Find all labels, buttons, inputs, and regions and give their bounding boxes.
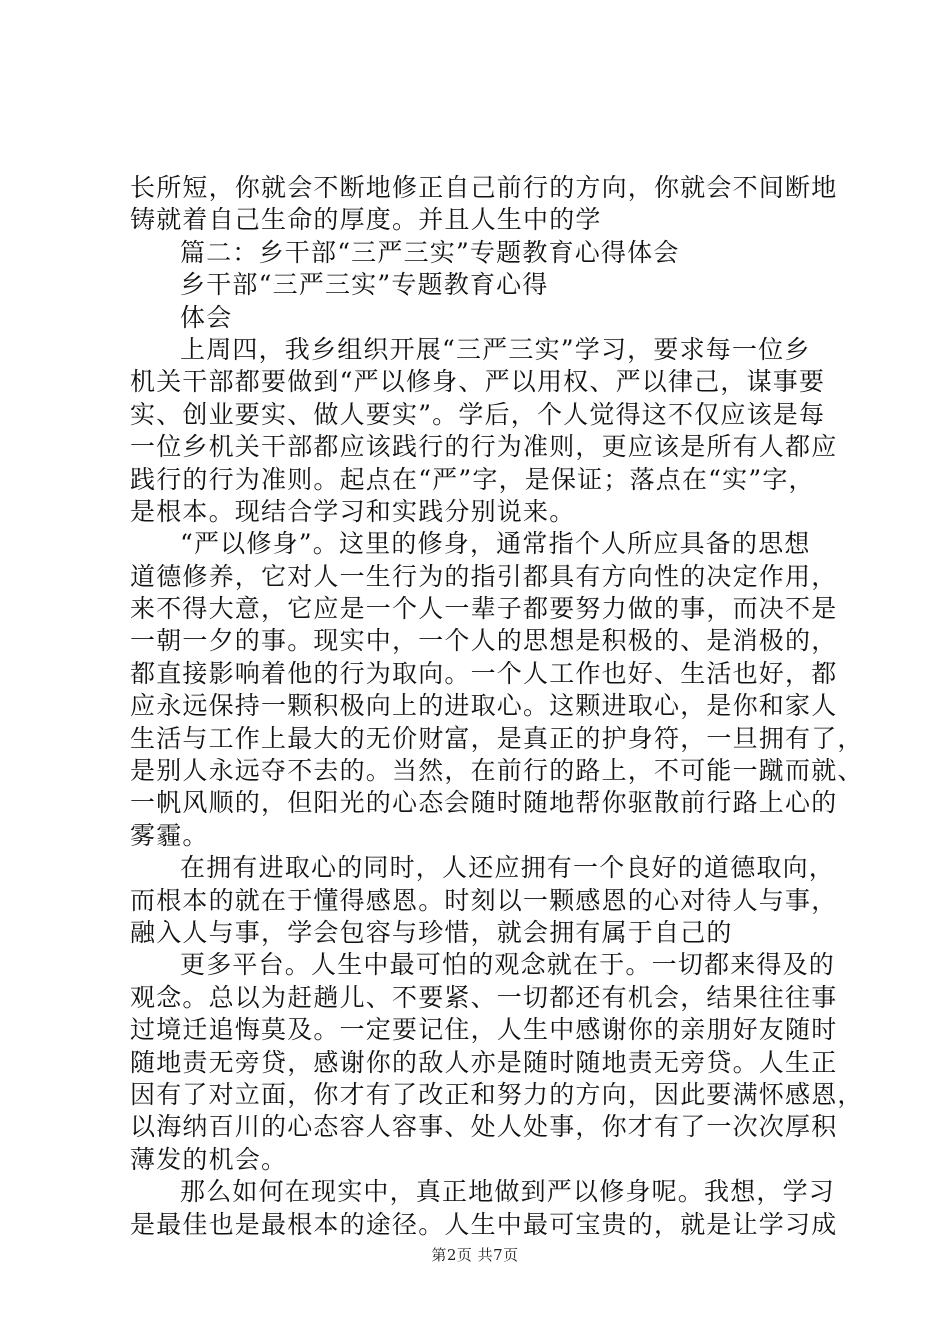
text-line: 以海纳百川的心态容人容事、处人处事，你才有了一次次厚积 — [130, 1112, 838, 1142]
document-body — [130, 172, 864, 1241]
text-line: 都直接影响着他的行为取向。一个人工作也好、生活也好，都 — [130, 658, 838, 688]
section-heading: 篇二：乡干部“三严三实”专题教育心得体会 — [180, 237, 680, 267]
text-line: 在拥有进取心的同时，人还应拥有一个良好的道德取向， — [180, 853, 836, 883]
text-line: 践行的行为准则。起点在“严”字，是保证；落点在“实”字， — [130, 464, 815, 494]
text-line: “严以修身”。这里的修身，通常指个人所应具备的思想 — [180, 529, 811, 559]
text-line: 铸就着自己生命的厚度。并且人生中的学 — [130, 205, 602, 235]
text-line: 是根本。现结合学习和实践分别说来。 — [130, 496, 576, 526]
text-line: 机关干部都要做到“严以修身、严以用权、严以律己，谋事要 — [130, 367, 826, 397]
text-line: 观念。总以为赶趟儿、不要紧、一切都还有机会，结果往往事 — [130, 982, 838, 1012]
text-line: 一帆风顺的，但阳光的心态会随时随地帮你驱散前行路上心的 — [130, 788, 838, 818]
text-line: 雾霾。 — [130, 820, 209, 850]
text-line: 那么如何在现实中，真正地做到严以修身呢。我想，学习 — [180, 1177, 836, 1207]
text-line: 来不得大意，它应是一个人一辈子都要努力做的事，而决不是 — [130, 594, 838, 624]
page-number-footer: 第2页 共7页 — [431, 1246, 519, 1264]
text-line: 随地责无旁贷，感谢你的敌人亦是随时随地责无旁贷。人生正 — [130, 1047, 838, 1077]
text-line: 上周四，我乡组织开展“三严三实”学习，要求每一位乡 — [180, 334, 811, 364]
text-line: 实、创业要实、做人要实”。学后，个人觉得这不仅应该是每 — [130, 399, 826, 429]
text-line: 更多平台。人生中最可怕的观念就在于。一切都来得及的 — [180, 950, 836, 980]
text-line: 长所短，你就会不断地修正自己前行的方向，你就会不间断地 — [130, 173, 838, 202]
text-line: 过境迁追悔莫及。一定要记住，人生中感谢你的亲朋好友随时 — [130, 1015, 838, 1045]
text-line: 是别人永远夺不去的。当然，在前行的路上，不可能一蹴而就、 — [130, 756, 864, 786]
text-line: 因有了对立面，你才有了改正和努力的方向，因此要满怀感恩， — [130, 1079, 864, 1109]
text-line: 薄发的机会。 — [130, 1144, 288, 1174]
text-line: 道德修养，它对人一生行为的指引都具有方向性的决定作用， — [130, 561, 838, 591]
text-line: 应永远保持一颗积极向上的进取心。这颗进取心，是你和家人 — [130, 691, 838, 721]
article-title: 乡干部“三严三实”专题教育心得 — [180, 270, 549, 300]
text-line: 融入人与事，学会包容与珍惜，就会拥有属于自己的 — [130, 917, 733, 947]
text-line: 一朝一夕的事。现实中，一个人的思想是积极的、是消极的， — [130, 626, 838, 656]
text-line: 生活与工作上最大的无价财富，是真正的护身符，一旦拥有了， — [130, 723, 864, 753]
text-line: 是最佳也是最根本的途径。人生中最可宝贵的，就是让学习成 — [130, 1209, 838, 1239]
article-title-continued: 体会 — [180, 302, 233, 332]
text-line: 一位乡机关干部都应该践行的行为准则，更应该是所有人都应 — [130, 432, 838, 462]
text-line: 而根本的就在于懂得感恩。时刻以一颗感恩的心对待人与事， — [130, 885, 838, 915]
